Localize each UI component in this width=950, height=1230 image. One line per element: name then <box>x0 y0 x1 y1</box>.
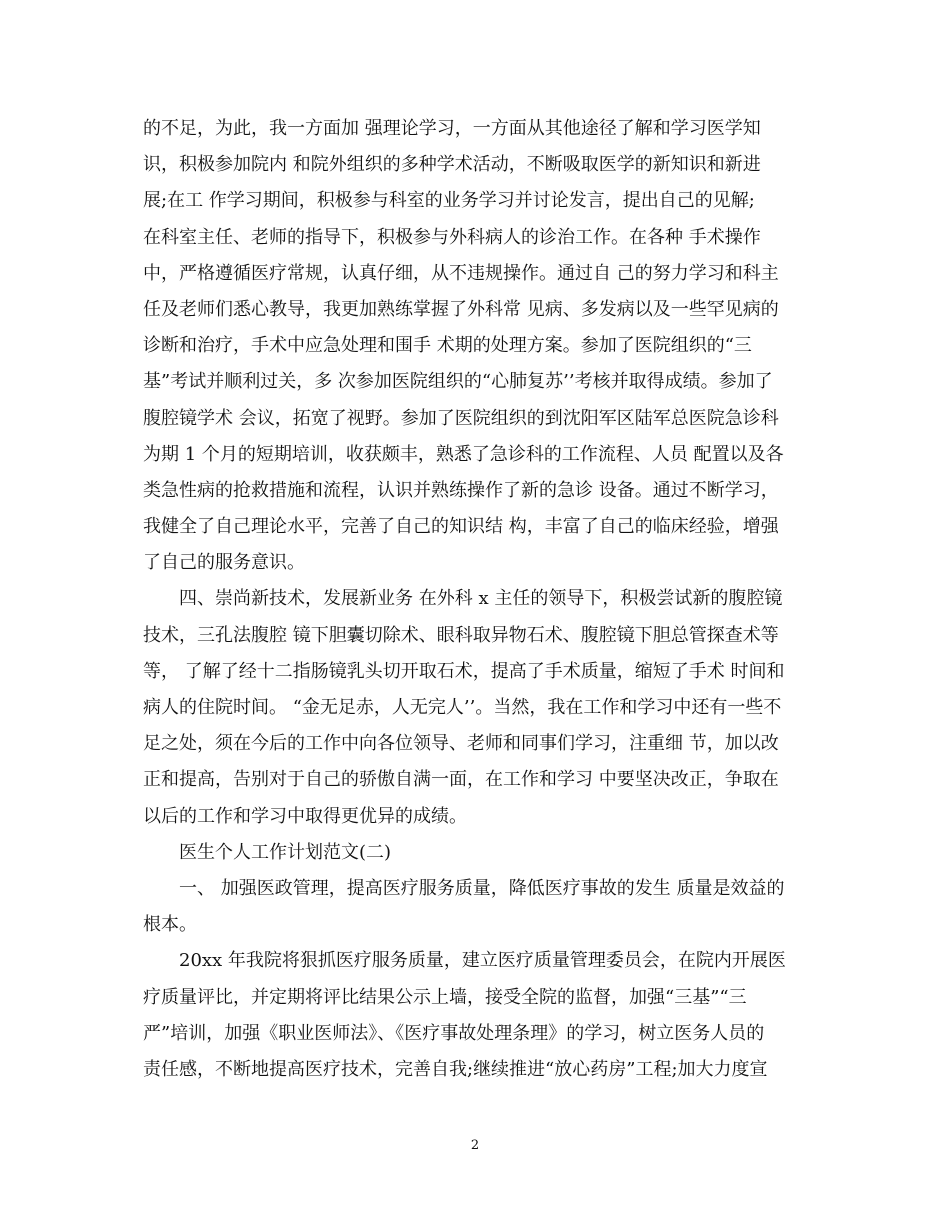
text-line: 20xx 年我院将狠抓医疗服务质量，建立医疗质量管理委员会，在院内开展医 <box>179 950 786 972</box>
text-line: 识，积极参加院内 和院外组织的多种学术活动，不断吸取医学的新知识和新进 <box>143 154 761 176</box>
text-line: 中，严格遵循医疗常规，认真仔细，从不违规操作。通过自 己的努力学习和科主 <box>143 262 779 284</box>
text-line: 疗质量评比，并定期将评比结果公示上墙，接受全院的监督，加强“三基”“三 <box>143 986 747 1008</box>
text-line: 等， 了解了经十二指肠镜乳头切开取石术，提高了手术质量，缩短了手术 时间和 <box>143 660 785 682</box>
page-number: 2 <box>470 1138 480 1153</box>
text-line: 为期 1 个月的短期培训，收获颇丰，熟悉了急诊科的工作流程、人员 配置以及各 <box>143 443 784 465</box>
text-line: 腹腔镜学术 会议，拓宽了视野。参加了医院组织的到沈阳军区陆军总医院急诊科 <box>143 407 779 429</box>
text-line: 严”培训，加强《职业医师法》、《医疗事故处理条理》的学习，树立医务人员的 <box>143 1022 765 1044</box>
text-line: 责任感，不断地提高医疗技术，完善自我;继续推进“放心药房”工程;加大力度宣 <box>143 1058 768 1080</box>
text-line: 一、 加强医政管理，提高医疗服务质量，降低医疗事故的发生 质量是效益的 <box>179 877 785 899</box>
text-line: 我健全了自己理论水平，完善了自己的知识结 构，丰富了自己的临床经验，增强 <box>143 516 779 538</box>
text-line: 根本。 <box>143 914 197 936</box>
text-line: 技术，三孔法腹腔 镜下胆囊切除术、眼科取异物石术、腹腔镜下胆总管探查术等 <box>143 624 779 646</box>
text-line: 诊断和治疗，手术中应急处理和围手 术期的处理方案。参加了医院组织的“三 <box>143 335 752 357</box>
text-line: 足之处，须在今后的工作中向各位领导、老师和同事们学习，注重细 节，加以改 <box>143 733 779 755</box>
text-line: 类急性病的抢救措施和流程，认识并熟练操作了新的急诊 设备。通过不断学习， <box>143 479 779 501</box>
text-line: 基”考试并顺利过关，多 次参加医院组织的“心肺复苏’’考核并取得成绩。参加了 <box>143 371 773 393</box>
text-line: 以后的工作和学习中取得更优异的成绩。 <box>143 805 467 827</box>
text-line: 展;在工 作学习期间，积极参与科室的业务学习并讨论发言，提出自己的见解; <box>143 190 755 212</box>
document-body <box>143 111 809 1088</box>
text-line: 了自己的服务意识。 <box>143 552 305 574</box>
text-line: 任及老师们悉心教导，我更加熟练掌握了外科常 见病、多发病以及一些罕见病的 <box>143 298 779 320</box>
text-line: 病人的住院时间。 “金无足赤，人无完人’’。当然，我在工作和学习中还有一些不 <box>143 697 782 718</box>
text-line: 的不足，为此，我一方面加 强理论学习，一方面从其他途径了解和学习医学知 <box>143 118 761 139</box>
text-line: 医生个人工作计划范文(二) <box>179 841 392 863</box>
text-line: 正和提高，告别对于自己的骄傲自满一面，在工作和学习 中要坚决改正，争取在 <box>143 769 779 791</box>
text-line: 四、崇尚新技术，发展新业务 在外科 x 主任的领导下，积极尝试新的腹腔镜 <box>179 588 783 610</box>
text-line: 在科室主任、老师的指导下，积极参与外科病人的诊治工作。在各种 手术操作 <box>143 226 761 248</box>
